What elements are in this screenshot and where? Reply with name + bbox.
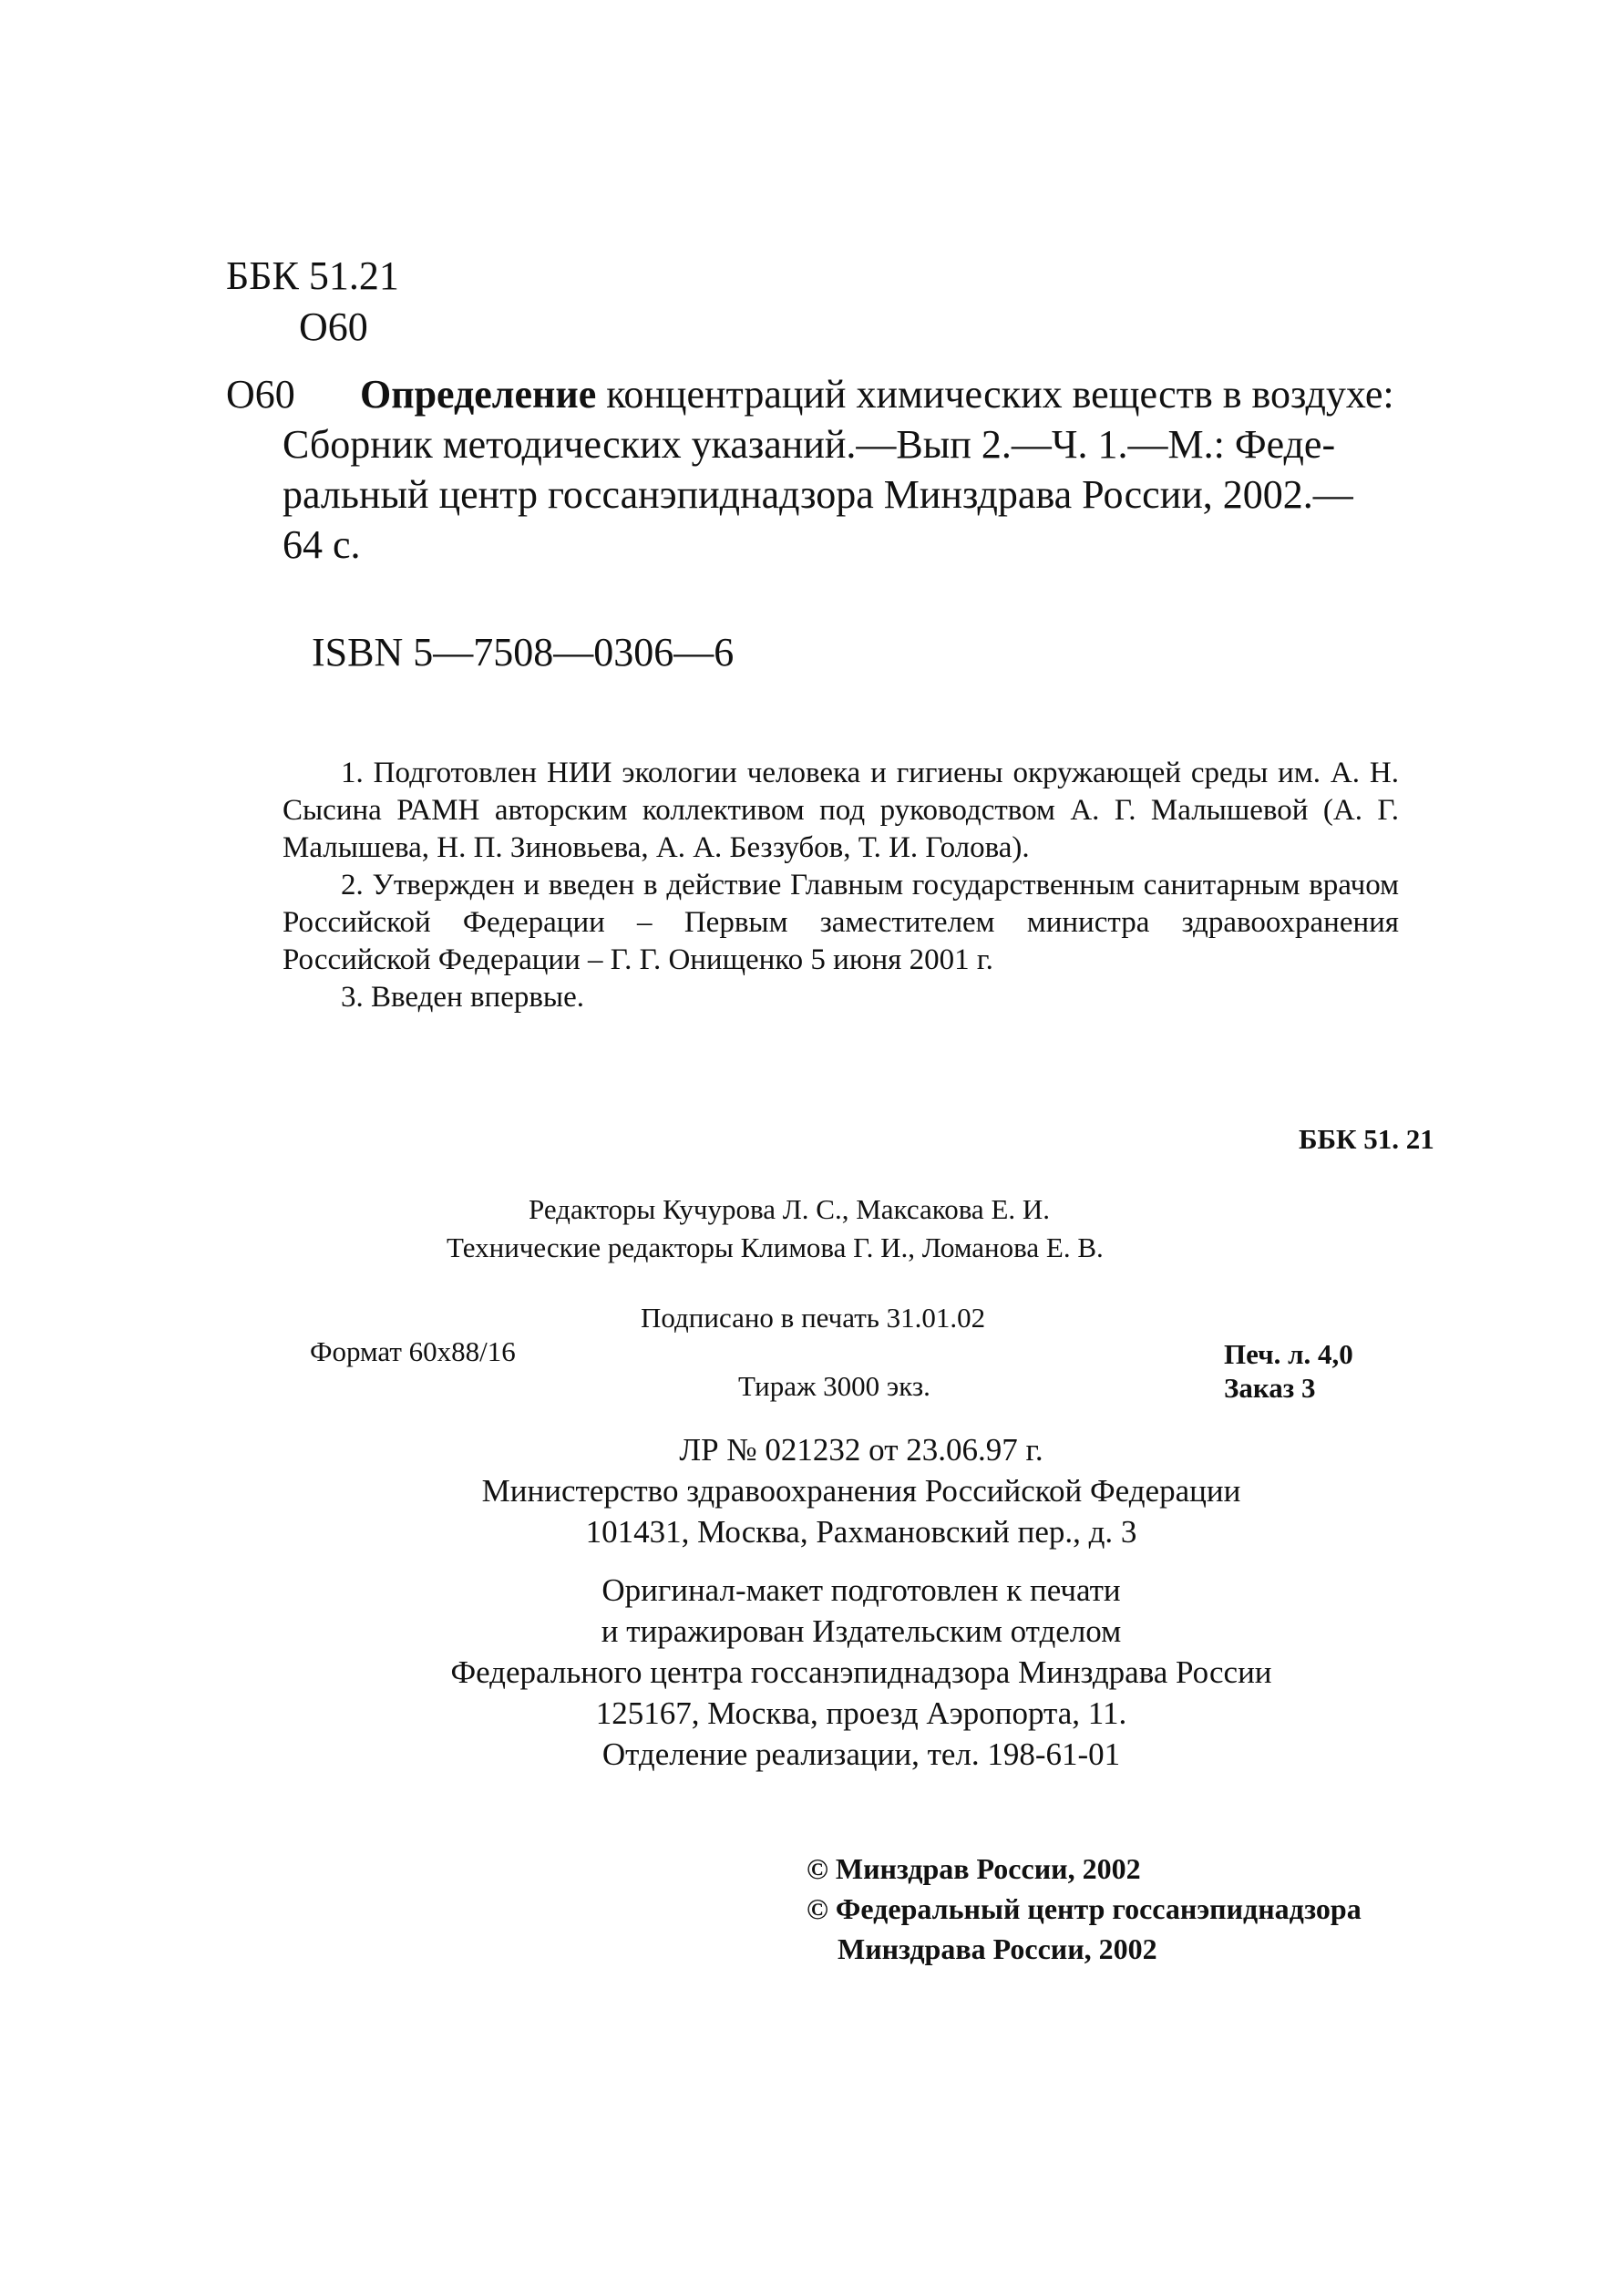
print-run: Тираж 3000 экз. [738,1370,930,1402]
print-sheets: Печ. л. 4,0 [1224,1338,1353,1370]
printer-line-5: Отделение реализации, тел. 198-61-01 [601,1736,1121,1772]
bibliographic-entry [360,369,1394,419]
bbk-line-1: ББК 51.21 [226,253,399,298]
technical-editors: Технические редакторы Климова Г. И., Ломанова Е. В. [447,1231,1104,1263]
copyright-line-3: Минздрава России, 2002 [838,1932,1157,1965]
ministry: Министерство здравоохранения Российской Федерации [481,1473,1241,1509]
signed-to-print: Подписано в печать 31.01.02 [641,1302,986,1334]
note-3: 3. Введен впервые. [341,981,584,1014]
entry-continuation [283,419,1353,570]
bbk-line-2: О60 [299,304,368,349]
entry-line-2: Сборник методических указаний.—Вып 2.—Ч. 1.—М.: Феде- [283,422,1336,467]
entry-code: О60 [226,372,295,417]
note-1: 1. Подготовлен НИИ экологии человека и гигиены окружающей среды им. А. Н. Сысина РАМН авторским коллективом под руководством А. Г. Малышевой (А. Г. Малышева, Н. П. Зиновьева, А. А. Беззубов, Т. И. Голова). [283,757,1399,864]
publisher-address: 101431, Москва, Рахмановский пер., д. 3 [585,1514,1137,1550]
entry-title-line [360,369,1394,419]
publisher-block [273,1429,1449,1552]
printer-line-4: 125167, Москва, проезд Аэропорта, 11. [595,1695,1127,1731]
entry-line-4: 64 с. [283,522,361,567]
print-format: Формат 60x88/16 [310,1335,516,1367]
entry-title-bold: Определение [360,372,597,417]
order-number: Заказ 3 [1224,1372,1316,1404]
entry-title-rest: концентраций химических веществ в воздухе: [596,372,1394,417]
printer-block [273,1570,1449,1775]
copyright-block [807,1849,1362,1969]
license: ЛР № 021232 от 23.06.97 г. [679,1432,1043,1468]
isbn: ISBN 5—7508—0306—6 [312,630,735,675]
copyright-line-2: © Федеральный центр госсанэпиднадзора [807,1892,1362,1925]
notes-block [283,755,1399,1016]
printer-line-3: Федерального центра госсанэпиднадзора Минздрава России [450,1654,1272,1690]
printer-line-1: Оригинал-макет подготовлен к печати [601,1572,1121,1608]
editors: Редакторы Кучурова Л. С., Максакова Е. И. [529,1193,1051,1225]
bbk-right: ББК 51. 21 [1299,1123,1434,1155]
note-2: 2. Утвержден и введен в действие Главным государственным санитарным врачом Российской Федерации – Первым заместителем министра здравоохранения Российской Федерации – Г. Г. Онищенко 5 июня 2001 г. [283,869,1399,976]
copyright-line-1: © Минздрав России, 2002 [807,1852,1141,1885]
bbk-code [226,251,399,353]
printer-line-2: и тиражирован Издательским отделом [601,1613,1122,1649]
entry-line-3: ральный центр госсанэпиднадзора Минздрава России, 2002.— [283,472,1353,517]
